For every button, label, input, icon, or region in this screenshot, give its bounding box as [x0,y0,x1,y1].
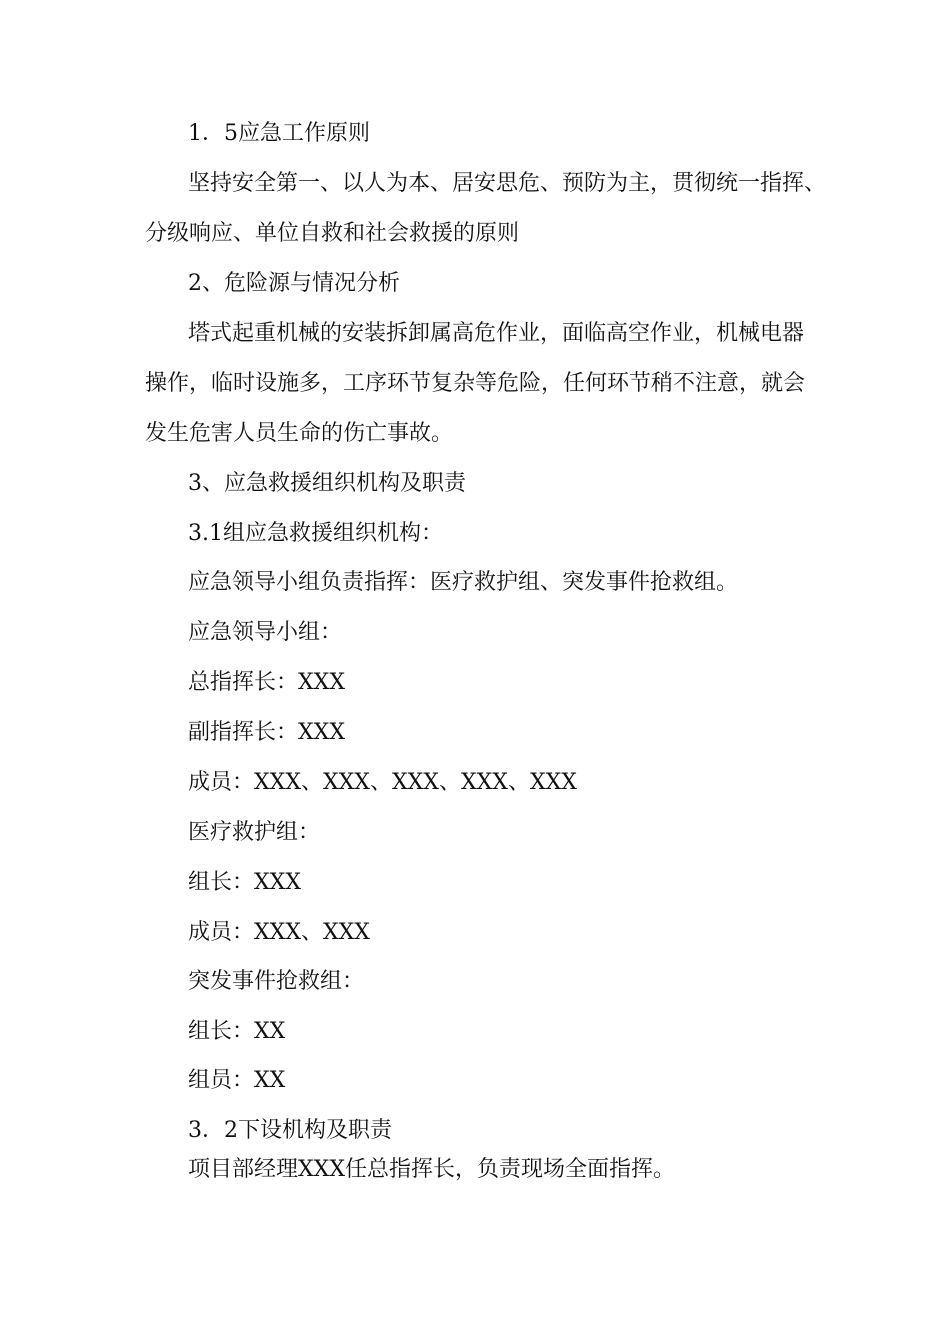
paragraph-line: 坚持安全第一、以人为本、居安思危、预防为主，贯彻统一指挥、 [188,171,827,196]
paragraph-line: 塔式起重机械的安装拆卸属高危作业，面临高空作业，机械电器 [188,321,805,346]
paragraph-line: 发生危害人员生命的伤亡事故。 [145,421,454,446]
paragraph-line: 应急领导小组负责指挥：医疗救护组、突发事件抢救组。 [188,570,739,595]
paragraph-line: 分级响应、单位自救和社会救援的原则 [145,221,520,246]
roster-line: 组长：XXX [188,870,301,895]
roster-line: 组长：XX [188,1019,286,1044]
roster-line: 组员：XX [188,1068,286,1093]
paragraph-line: 项目部经理XXX任总指挥长，负责现场全面指挥。 [188,1157,675,1182]
section-heading-3-2: 3．2下设机构及职责 [188,1118,392,1143]
section-heading-3: 3、应急救援组织机构及职责 [188,471,466,496]
roster-line: 成员：XXX、XXX [188,920,370,945]
group-label: 突发事件抢救组： [188,969,365,994]
roster-line: 总指挥长：XXX [188,670,345,695]
section-heading-2: 2、危险源与情况分析 [188,271,400,296]
roster-line: 成员：XXX、XXX、XXX、XXX、XXX [188,770,577,795]
section-heading-3-1: 3.1组应急救援组织机构： [188,521,443,546]
roster-line: 副指挥长：XXX [188,720,345,745]
section-heading-1-5: 1．5应急工作原则 [188,121,370,146]
paragraph-line: 操作，临时设施多，工序环节复杂等危险，任何环节稍不注意，就会 [145,371,806,396]
group-label: 应急领导小组： [188,620,343,645]
group-label: 医疗救护组： [188,820,321,845]
